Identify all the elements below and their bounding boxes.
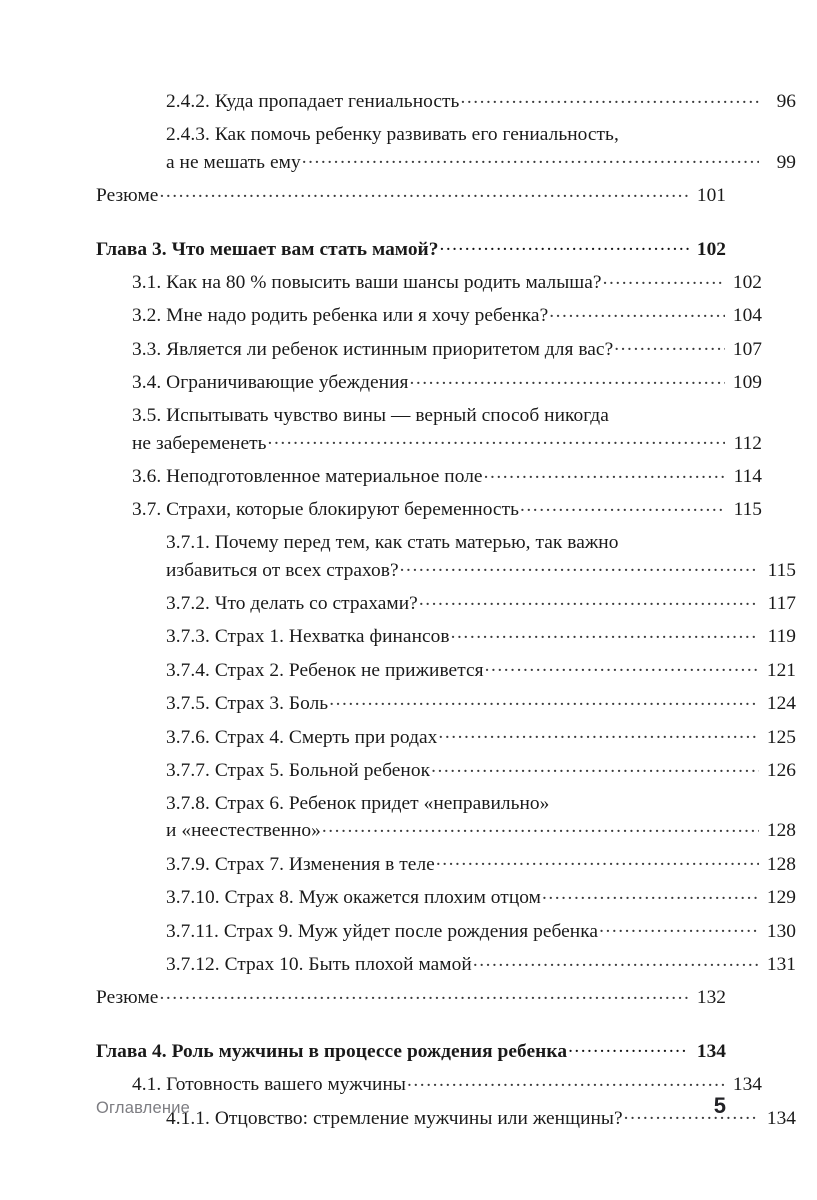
toc-entry-title: 3.2. Мне надо родить ребенка или я хочу ребенка? (132, 305, 549, 327)
toc-page-number: 134 (766, 1107, 796, 1129)
dot-leader (440, 235, 689, 254)
toc-entry-title: 3.7.2. Что делать со страхами? (166, 593, 418, 615)
toc-line-final (132, 496, 762, 523)
dot-leader (549, 302, 725, 321)
toc-line-final (132, 463, 762, 490)
toc-line-final (132, 335, 762, 362)
toc-page-number: 125 (766, 726, 796, 748)
toc-line (166, 790, 796, 817)
dot-leader (419, 590, 759, 609)
footer-section-label: Оглавление (96, 1099, 190, 1117)
dot-leader (603, 269, 725, 288)
toc-page-number: 107 (732, 338, 762, 360)
toc-line-final (132, 269, 762, 296)
toc-chapter-entry[interactable] (96, 235, 726, 262)
table-of-contents (96, 88, 796, 1132)
toc-entry[interactable] (96, 656, 796, 683)
toc-entry-title: Глава 4. Роль мужчины в процессе рождения ребенка (96, 1040, 568, 1062)
toc-entry-title: 4.1.1. Отцовство: стремление мужчины или женщины? (166, 1107, 623, 1129)
toc-entry-title: 3.1. Как на 80 % повысить ваши шансы родить малыша? (132, 271, 602, 293)
toc-entry-title: 3.7.11. Страх 9. Муж уйдет после рождения ребенка (166, 920, 599, 942)
toc-entry-title: 3.4. Ограничивающие убеждения (132, 372, 409, 394)
toc-line (166, 529, 796, 556)
toc-page-number: 132 (696, 987, 726, 1009)
toc-chapter-entry[interactable] (96, 1037, 726, 1064)
toc-entry-title: 3.7. Страхи, которые блокируют беременность (132, 499, 519, 521)
toc-page-number: 126 (766, 760, 796, 782)
toc-page-number: 104 (732, 305, 762, 327)
toc-entry[interactable] (96, 269, 762, 296)
toc-page-number: 134 (732, 1074, 762, 1096)
toc-entry-title: 3.7.12. Страх 10. Быть плохой мамой (166, 953, 472, 975)
dot-leader (599, 917, 759, 936)
toc-entry-title: 3.7.10. Страх 8. Муж окажется плохим отцом (166, 887, 541, 909)
toc-entry-title: 3.7.4. Страх 2. Ребенок не приживется (166, 659, 484, 681)
toc-entry-title: 3.7.5. Страх 3. Боль (166, 693, 329, 715)
dot-leader (159, 984, 689, 1003)
dot-leader (400, 556, 759, 575)
toc-line-final (166, 850, 796, 877)
toc-line-final (166, 723, 796, 750)
toc-entry[interactable] (96, 529, 796, 583)
toc-entry[interactable] (96, 182, 726, 209)
toc-entry-title: 3.7.3. Страх 1. Нехватка финансов (166, 626, 450, 648)
toc-line-final (132, 302, 762, 329)
dot-leader (302, 148, 759, 167)
toc-entry[interactable] (96, 88, 796, 115)
toc-line-final (166, 556, 796, 583)
dot-leader (268, 429, 725, 448)
toc-line-final (96, 182, 726, 209)
toc-line-final (166, 817, 796, 844)
toc-page-number: 114 (733, 465, 762, 487)
dot-leader (409, 369, 725, 388)
toc-entry-title: 2.4.2. Куда пропадает гениальность (166, 91, 460, 113)
toc-page-number: 109 (732, 372, 762, 394)
toc-page-number: 102 (732, 271, 762, 293)
toc-page-number: 121 (766, 659, 796, 681)
chapter-spacer (96, 209, 726, 235)
dot-leader (460, 88, 759, 107)
toc-entry[interactable] (96, 850, 796, 877)
dot-leader (485, 656, 759, 675)
toc-page-number: 102 (696, 238, 726, 260)
toc-entry-title: Глава 3. Что мешает вам стать мамой? (96, 238, 439, 260)
toc-entry-title: 3.7.7. Страх 5. Больной ребенок (166, 760, 431, 782)
toc-entry-title: 3.3. Является ли ребенок истинным приоритетом для вас? (132, 338, 614, 360)
toc-entry-title: избавиться от всех страхов? (166, 559, 399, 581)
toc-page-number: 128 (766, 820, 796, 842)
toc-entry[interactable] (96, 951, 796, 978)
toc-line-final (132, 369, 762, 396)
toc-line-final (96, 235, 726, 262)
toc-line-final (166, 757, 796, 784)
toc-page-number: 131 (766, 953, 796, 975)
dot-leader (542, 884, 759, 903)
toc-line-final (166, 623, 796, 650)
dot-leader (329, 690, 759, 709)
toc-entry-title: 3.5. Испытывать чувство вины — верный способ никогда (132, 405, 609, 427)
toc-line-final (166, 590, 796, 617)
toc-line-final (96, 1037, 726, 1064)
toc-line-final (166, 88, 796, 115)
toc-line (132, 402, 762, 429)
toc-entry-title: а не мешать ему (166, 151, 301, 173)
toc-entry-title: Резюме (96, 185, 159, 207)
toc-line-final (166, 148, 796, 175)
dot-leader (436, 850, 759, 869)
toc-page-number: 96 (776, 91, 796, 113)
toc-entry[interactable] (96, 723, 796, 750)
toc-line (166, 121, 796, 148)
dot-leader (484, 463, 725, 482)
toc-entry[interactable] (96, 121, 796, 175)
toc-entry[interactable] (96, 984, 726, 1011)
toc-entry-title: Резюме (96, 987, 159, 1009)
toc-page-number: 119 (767, 626, 796, 648)
toc-line-final (166, 656, 796, 683)
toc-entry-title: 3.7.8. Страх 6. Ребенок придет «неправильно» (166, 793, 550, 815)
toc-entry[interactable] (96, 690, 796, 717)
toc-page-number: 101 (696, 185, 726, 207)
toc-line-final (132, 429, 762, 456)
toc-entry[interactable] (96, 623, 796, 650)
toc-entry[interactable] (96, 369, 762, 396)
toc-entry[interactable] (96, 790, 796, 844)
dot-leader (431, 757, 759, 776)
toc-entry-title: 3.7.9. Страх 7. Изменения в теле (166, 853, 435, 875)
toc-entry[interactable] (96, 335, 762, 362)
toc-page-number: 130 (766, 920, 796, 942)
toc-page-number: 99 (776, 151, 796, 173)
toc-page-number: 129 (766, 887, 796, 909)
toc-entry[interactable] (96, 402, 762, 456)
toc-entry-title: и «неестественно» (166, 820, 321, 842)
toc-entry-title: 2.4.3. Как помочь ребенку развивать его гениальность, (166, 124, 619, 146)
dot-leader (614, 335, 725, 354)
toc-entry-title: 3.7.6. Страх 4. Смерть при родах (166, 726, 438, 748)
toc-entry[interactable] (96, 302, 762, 329)
toc-page-number: 112 (733, 432, 762, 454)
toc-entry-title: 3.6. Неподготовленное материальное поле (132, 465, 483, 487)
toc-page-number: 115 (733, 499, 762, 521)
dot-leader (438, 723, 759, 742)
toc-page-number: 128 (766, 853, 796, 875)
dot-leader (159, 182, 689, 201)
footer-page-number: 5 (713, 1093, 726, 1118)
toc-entry[interactable] (96, 757, 796, 784)
toc-page-number: 134 (696, 1040, 726, 1062)
toc-line-final (166, 690, 796, 717)
toc-entry[interactable] (96, 917, 796, 944)
toc-line-final (96, 984, 726, 1011)
dot-leader (473, 951, 759, 970)
toc-entry[interactable] (96, 590, 796, 617)
dot-leader (520, 496, 725, 515)
toc-page-number: 117 (767, 593, 796, 615)
page-footer (96, 1093, 726, 1123)
toc-page-number: 115 (767, 559, 796, 581)
toc-line-final (166, 884, 796, 911)
toc-entry[interactable] (96, 463, 762, 490)
dot-leader (322, 817, 759, 836)
dot-leader (451, 623, 759, 642)
toc-entry-title: 4.1. Готовность вашего мужчины (132, 1074, 406, 1096)
toc-entry-title: 3.7.1. Почему перед тем, как стать матерью, так важно (166, 532, 619, 554)
toc-line-final (166, 951, 796, 978)
toc-entry-title: не забеременеть (132, 432, 267, 454)
toc-entry[interactable] (96, 884, 796, 911)
toc-entry[interactable] (96, 496, 762, 523)
toc-page-number: 124 (766, 693, 796, 715)
chapter-spacer (96, 1011, 726, 1037)
toc-line-final (166, 917, 796, 944)
dot-leader (407, 1071, 725, 1090)
dot-leader (568, 1037, 689, 1056)
